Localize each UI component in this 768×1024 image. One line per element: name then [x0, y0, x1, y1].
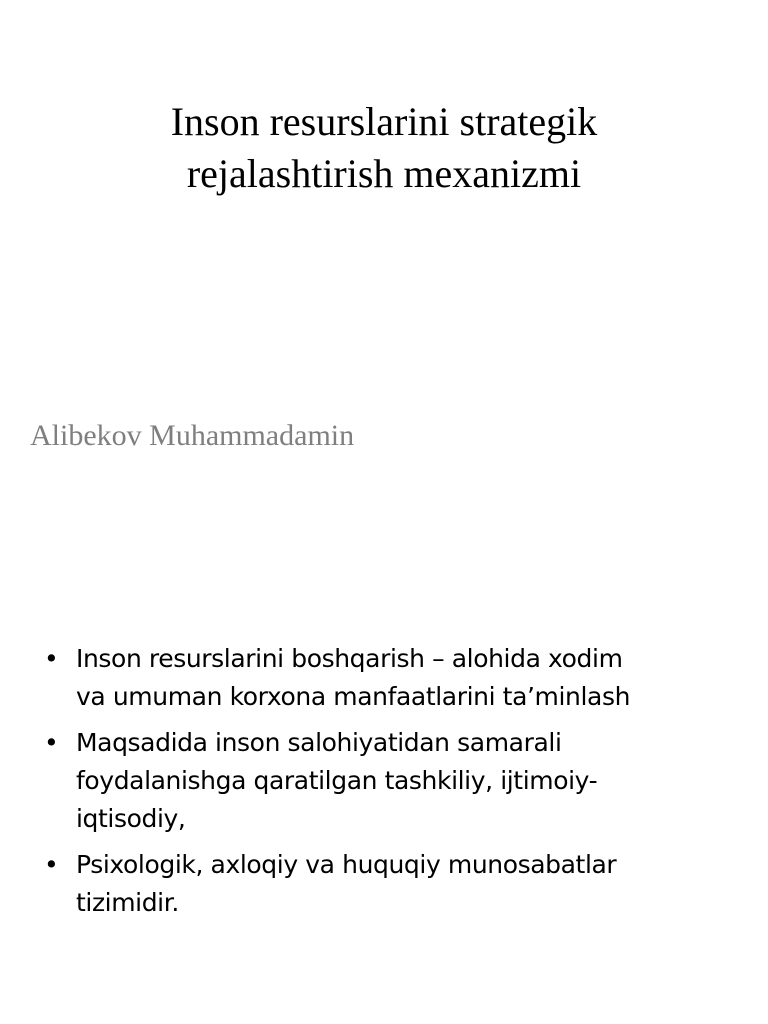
slide-title-line-2: rejalashtirish mexanizmi — [186, 151, 582, 196]
bullet-dot-icon: • — [44, 728, 59, 757]
bullet-text-line: Inson resurslarini boshqarish – alohida xodim — [76, 644, 623, 673]
bullet-item-3 — [44, 846, 744, 922]
slide-subtitle-author: Alibekov Muhammadamin — [30, 419, 355, 452]
bullet-dot-icon: • — [44, 644, 59, 673]
bullet-dot-icon: • — [44, 850, 59, 879]
bullet-text-line: Psixologik, axloqiy va huquqiy munosabatlar — [76, 850, 617, 879]
bullet-text-line: tizimidir. — [76, 888, 179, 917]
bullet-list — [44, 640, 744, 930]
slide-title — [0, 96, 768, 200]
slide-title-line-1: Inson resurslarini strategik — [170, 99, 598, 144]
bullet-item-1 — [44, 640, 744, 716]
bullet-text-line: iqtisodiy, — [76, 804, 186, 833]
bullet-item-2 — [44, 724, 744, 838]
bullet-text-line: Maqsadida inson salohiyatidan samarali — [76, 728, 562, 757]
bullet-text-line: va umuman korxona manfaatlarini ta’minlash — [76, 682, 631, 711]
bullet-text-line: foydalanishga qaratilgan tashkiliy, ijtimoiy- — [76, 766, 598, 795]
